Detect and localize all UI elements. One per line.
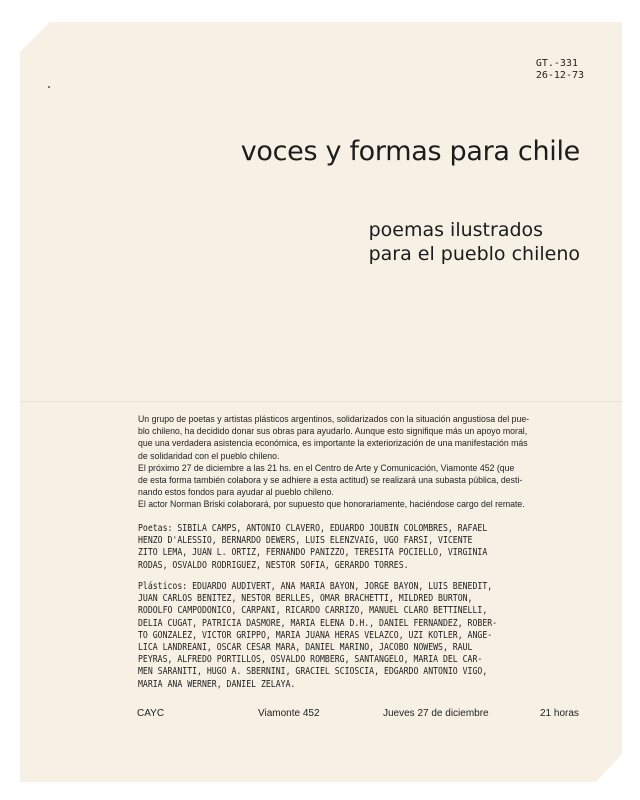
poetas-list xyxy=(138,523,551,572)
plasticos-list xyxy=(138,581,551,691)
document-subtitle xyxy=(369,218,580,266)
intro-paragraph xyxy=(138,414,547,512)
footer-time: 21 horas xyxy=(540,708,579,719)
intro-line: Un grupo de poetas y artistas plásticos argentinos, solidarizados con la situación angustiosa del pue- xyxy=(138,414,530,425)
plasticos-line: LICA LANDREANI, OSCAR CESAR MARA, DANIEL MARINO, JACOBO NOWEWS, RAUL xyxy=(138,642,473,654)
reference-date: 26-12-73 xyxy=(535,70,584,81)
poetas-line: HENZO D'ALESSIO, BERNARDO DEWERS, LUIS ELENZVAIG, UGO FARSI, VICENTE xyxy=(138,535,473,547)
intro-line: El próximo 27 de diciembre a las 21 hs. en el Centro de Arte y Comunicación, Viamonte 452 (que xyxy=(138,462,515,474)
intro-line: nando estos fondos para ayudar al pueblo chileno. xyxy=(138,487,334,499)
subtitle-line-2: para el pueblo chileno xyxy=(368,243,580,265)
plasticos-line: TO GONZALEZ, VICTOR GRIPPO, MARIA JUANA HERAS VELAZCO, UZI KOTLER, ANGE- xyxy=(138,629,493,641)
footer-org: CAYC xyxy=(137,708,165,719)
reference-code: GT.-331 xyxy=(535,58,578,69)
footer-date: Jueves 27 de diciembre xyxy=(383,708,489,719)
paper-speck xyxy=(48,86,50,88)
plasticos-line: RODOLFO CAMPODONICO, CARPANI, RICARDO CARRIZO, MANUEL CLARO BETTINELLI, xyxy=(138,605,488,617)
document-title: voces y formas para chile xyxy=(240,136,580,167)
intro-line: El actor Norman Briski colaborará, por supuesto que honorariamente, haciéndose cargo del remate. xyxy=(138,499,525,511)
plasticos-line: JUAN CARLOS BENITEZ, NESTOR BERLLES, OMAR BRACHETTI, MILDRED BURTON, xyxy=(138,593,473,605)
poetas-line: ZITO LEMA, JUAN L. ORTIZ, FERNANDO PANIZZO, TERESITA POCIELLO, VIRGINIA xyxy=(138,547,488,559)
intro-line: blo chileno, ha decidido donar sus obras para ayudarlo. Aunque esto signifique más un apoyo moral, xyxy=(138,426,528,438)
subtitle-line-1: poemas ilustrados xyxy=(368,219,544,241)
plasticos-line: Plásticos: EDUARDO AUDIVERT, ANA MARIA BAYON, JORGE BAYON, LUIS BENEDIT, xyxy=(138,581,493,592)
plasticos-line: DELIA CUGAT, PATRICIA DASMORE, MARIA ELENA D.H., DANIEL FERNANDEZ, ROBER- xyxy=(138,617,498,629)
fold-crease xyxy=(20,401,622,402)
intro-line: que una verdadera asistencia económica, es importante la exteriorización de una manifestación más xyxy=(138,438,528,450)
intro-line: de esta forma también colabora y se adhiere a esta actitud) se realizará una subasta pública, desti- xyxy=(138,475,523,487)
footer-address: Viamonte 452 xyxy=(258,708,320,719)
plasticos-line: MARIA ANA WERNER, DANIEL ZELAYA. xyxy=(138,678,296,690)
reference-block xyxy=(536,58,584,82)
plasticos-line: PEYRAS, ALFREDO PORTILLOS, OSVALDO ROMBERG, SANTANGELO, MARIA DEL CAR- xyxy=(138,654,483,666)
intro-line: de solidaridad con el pueblo chileno. xyxy=(138,450,280,462)
plasticos-line: MEN SARANITI, HUGO A. SBERNINI, GRACIEL SCIOSCIA, EDGARDO ANTONIO VIGO, xyxy=(138,666,488,678)
poetas-line: RODAS, OSVALDO RODRIGUEZ, NESTOR SOFIA, GERARDO TORRES. xyxy=(138,559,409,571)
poetas-line: Poetas: SIBILA CAMPS, ANTONIO CLAVERO, EDUARDO JOUBIN COLOMBRES, RAFAEL xyxy=(138,523,488,534)
